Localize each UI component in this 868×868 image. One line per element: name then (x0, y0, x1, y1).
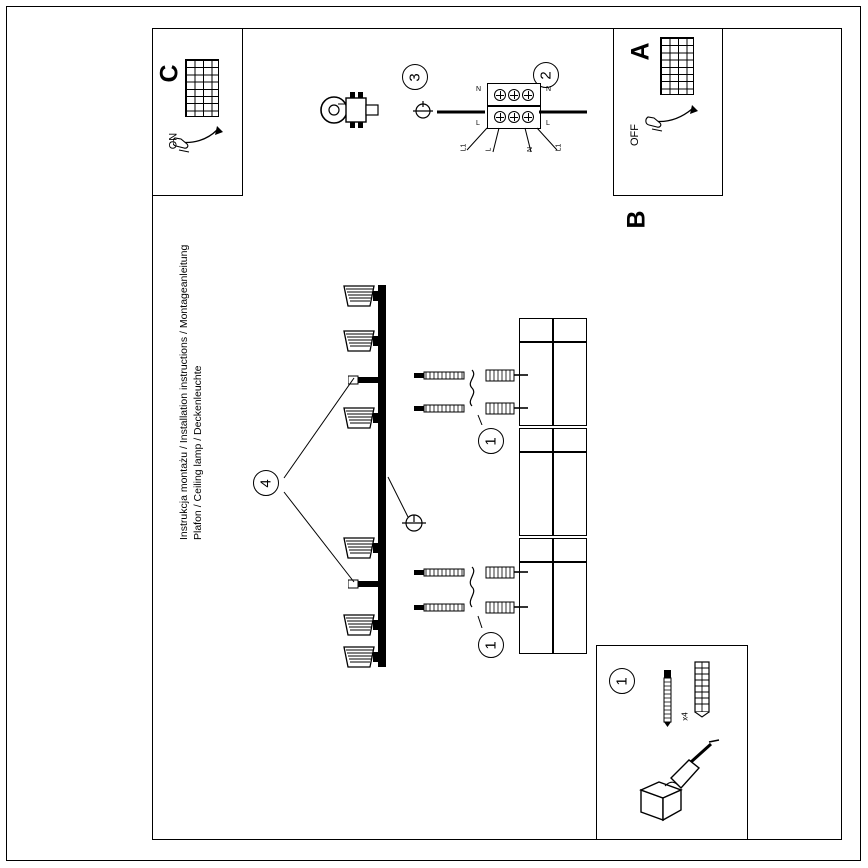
terminal-label-l-top: L (476, 120, 480, 127)
parts-list-panel (596, 645, 748, 840)
plate-divider (552, 429, 554, 535)
terminal-label-n-bottom: N (546, 86, 552, 93)
step-3-label: 3 (406, 72, 424, 82)
panel-a-letter: A (626, 42, 655, 61)
plate-divider (520, 341, 586, 343)
fasteners-upper-group (404, 365, 534, 425)
terminal-lead-l-left: L (485, 147, 493, 152)
terminal-lead-l1-left: L1 (460, 143, 468, 152)
fasteners-lower-group (404, 562, 534, 628)
panel-a-caption: OFF (629, 124, 641, 146)
parts-quantity-label: x4 (680, 712, 690, 721)
step-1-lower-label: 1 (482, 640, 500, 650)
switch-on-arrow-icon (173, 124, 228, 169)
switch-off-arrow-icon (644, 101, 702, 149)
wall-anchor-part-icon (691, 660, 713, 718)
drill-icon (619, 738, 727, 823)
brick-wall-icon (185, 59, 219, 117)
terminal-lead-n-right: N (527, 146, 535, 153)
lamp-connector-icon (318, 88, 384, 132)
step-marker-1-upper (478, 428, 504, 454)
title-line-1: Instrukcja montażu / Installation instructions / Montageanleitung (178, 244, 190, 540)
screw-symbol-icon (412, 100, 434, 122)
title-line-2: Plafon / Ceiling lamp / Deckenleuchte (192, 365, 204, 540)
step-1-upper-label: 1 (482, 436, 500, 446)
bar-earth-leader (386, 475, 434, 535)
panel-c-letter: C (155, 64, 184, 83)
plate-divider (552, 319, 554, 425)
step-marker-3 (402, 64, 428, 90)
terminal-label-n-top: N (476, 86, 482, 93)
panel-a (613, 28, 723, 196)
step-marker-1-parts (609, 668, 635, 694)
step-marker-1-lower (478, 632, 504, 658)
brick-wall-icon (660, 37, 694, 95)
panel-b-letter: B (622, 210, 651, 229)
panel-c (152, 28, 243, 196)
plate-divider (520, 451, 586, 453)
plate-divider (552, 539, 554, 653)
lamp-head-icon (340, 643, 380, 671)
ceiling-plate-middle (519, 428, 587, 536)
step-1-parts-label: 1 (613, 676, 631, 686)
step-4-label: 4 (257, 478, 275, 488)
lamp-head-icon (340, 611, 380, 639)
terminal-lead-l1-right: L1 (555, 143, 563, 152)
lamp-head-icon (340, 327, 380, 355)
panel-c-caption: ON (167, 132, 180, 150)
step-4-leader-lines (262, 370, 372, 590)
lamp-head-icon (340, 282, 380, 310)
terminal-label-l-bottom: L (546, 120, 550, 127)
step-2-label: 2 (537, 70, 555, 80)
screw-part-icon (659, 668, 677, 728)
